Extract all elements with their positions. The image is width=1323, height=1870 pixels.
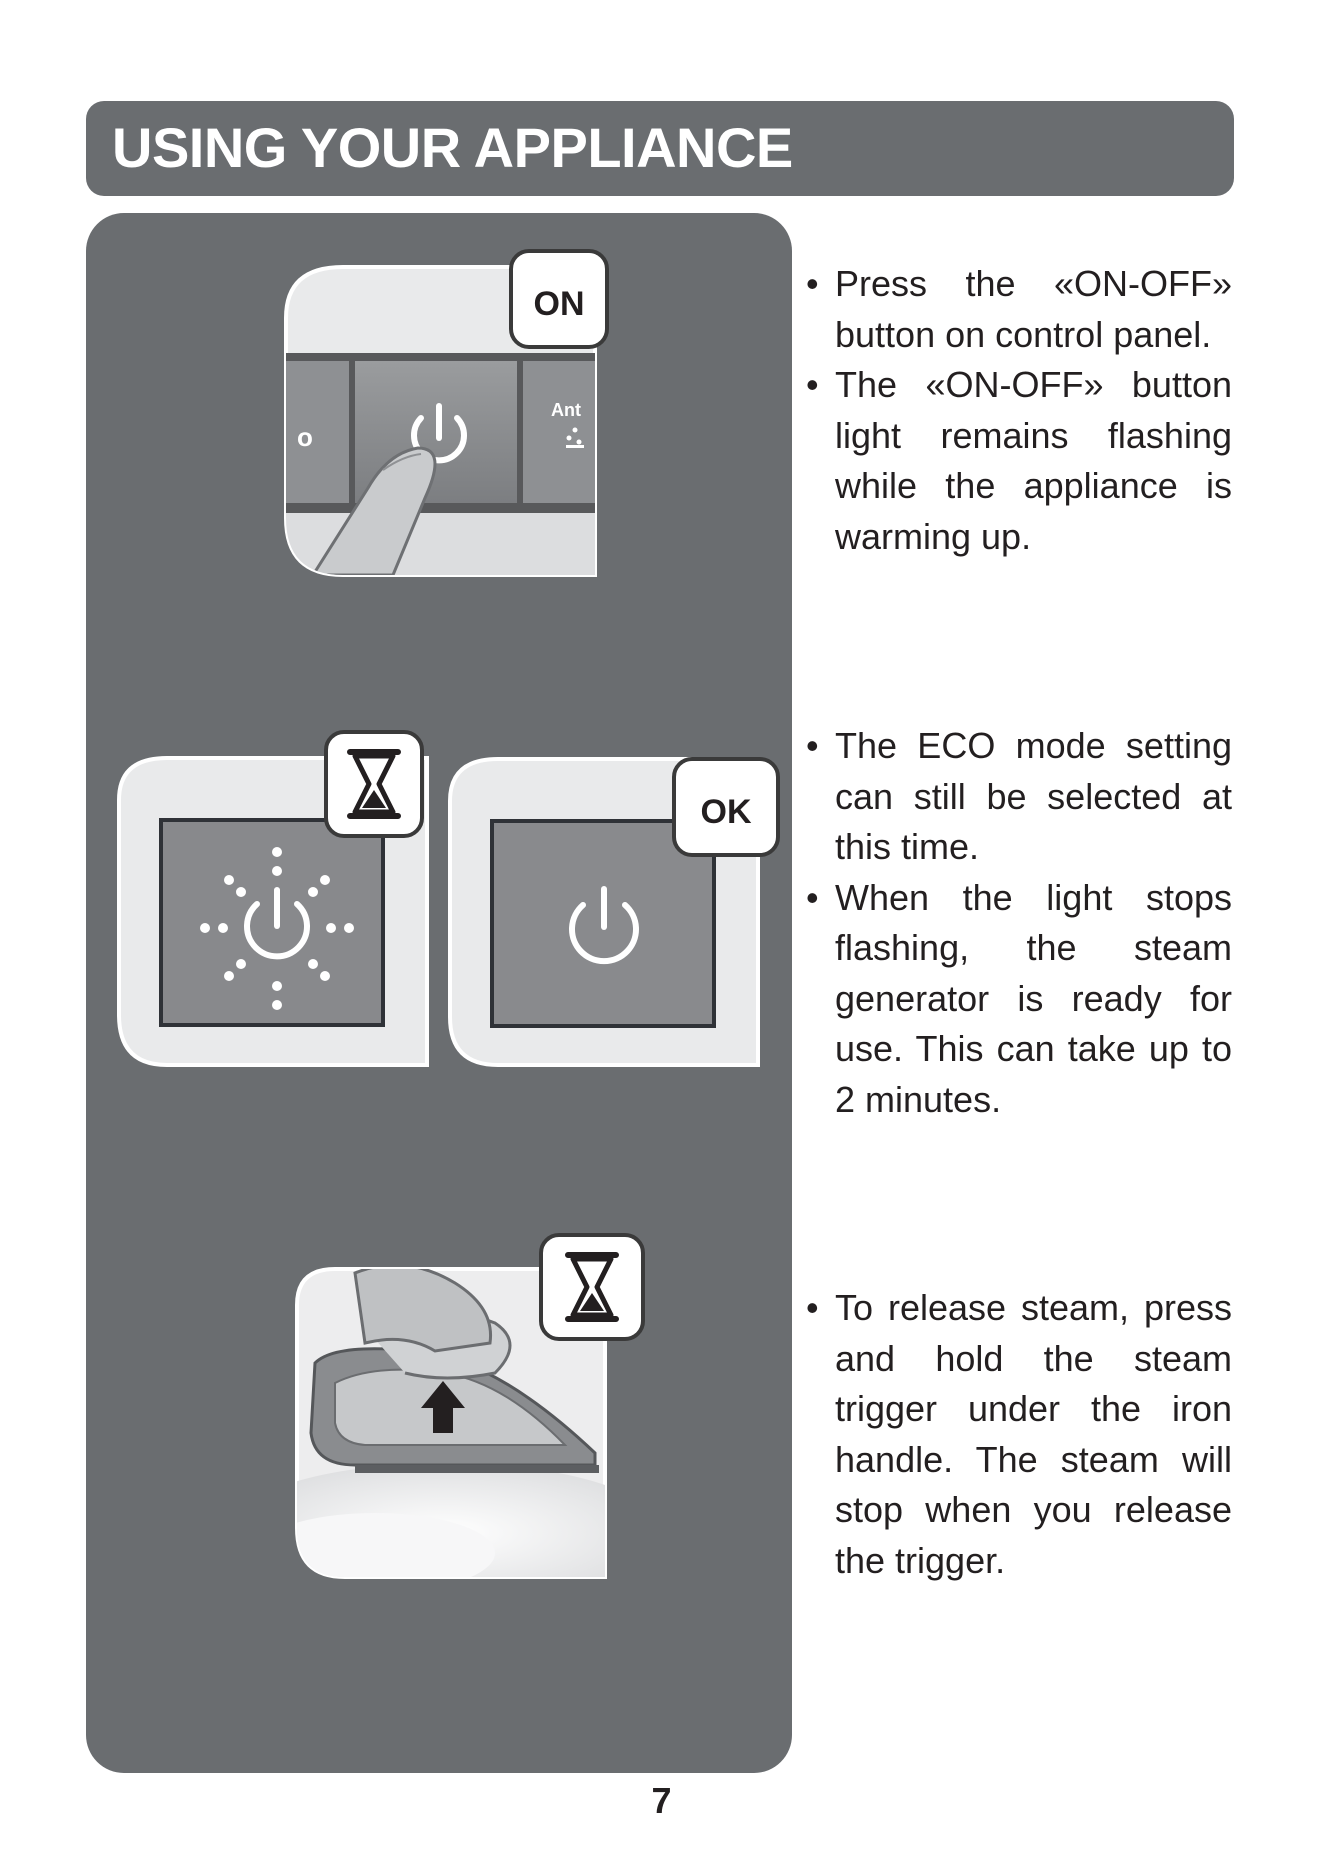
hourglass-badge (541, 1235, 643, 1339)
ok-badge-label: OK (700, 793, 752, 831)
anti-label-fragment: Ant (551, 400, 581, 420)
bullet-item: • To release steam, press and hold the steam trigger under the iron handle. The steam will stop when you release the trigger. (806, 1283, 1232, 1586)
page-number: 7 (651, 1780, 672, 1821)
bullet-item: • Press the «ON-OFF» button on control panel. (806, 259, 1232, 360)
bullet-item: • The «ON-OFF» button light remains flashing while the appliance is warming up. (806, 360, 1232, 562)
on-badge-label: ON (533, 285, 585, 323)
instructions-step-3 (806, 1283, 1232, 1586)
bullet-item: • When the light stops flashing, the steam generator is ready for use. This can take up to 2 minutes. (806, 873, 1232, 1126)
bullet-item: • The ECO mode setting can still be selected at this time. (806, 721, 1232, 873)
ok-badge (674, 759, 778, 855)
eco-label-fragment: o (297, 422, 313, 452)
section-header (86, 101, 1234, 196)
instructions-step-1 (806, 259, 1232, 562)
figure-flashing-light (117, 730, 437, 1066)
page-title: USING YOUR APPLIANCE (112, 116, 793, 179)
on-badge (511, 251, 607, 347)
figure-steam-iron (295, 1233, 647, 1579)
figure-press-on-off (283, 248, 623, 578)
instructions-step-2 (806, 721, 1232, 1125)
figure-ready-light (448, 757, 782, 1067)
hourglass-badge (326, 732, 422, 836)
